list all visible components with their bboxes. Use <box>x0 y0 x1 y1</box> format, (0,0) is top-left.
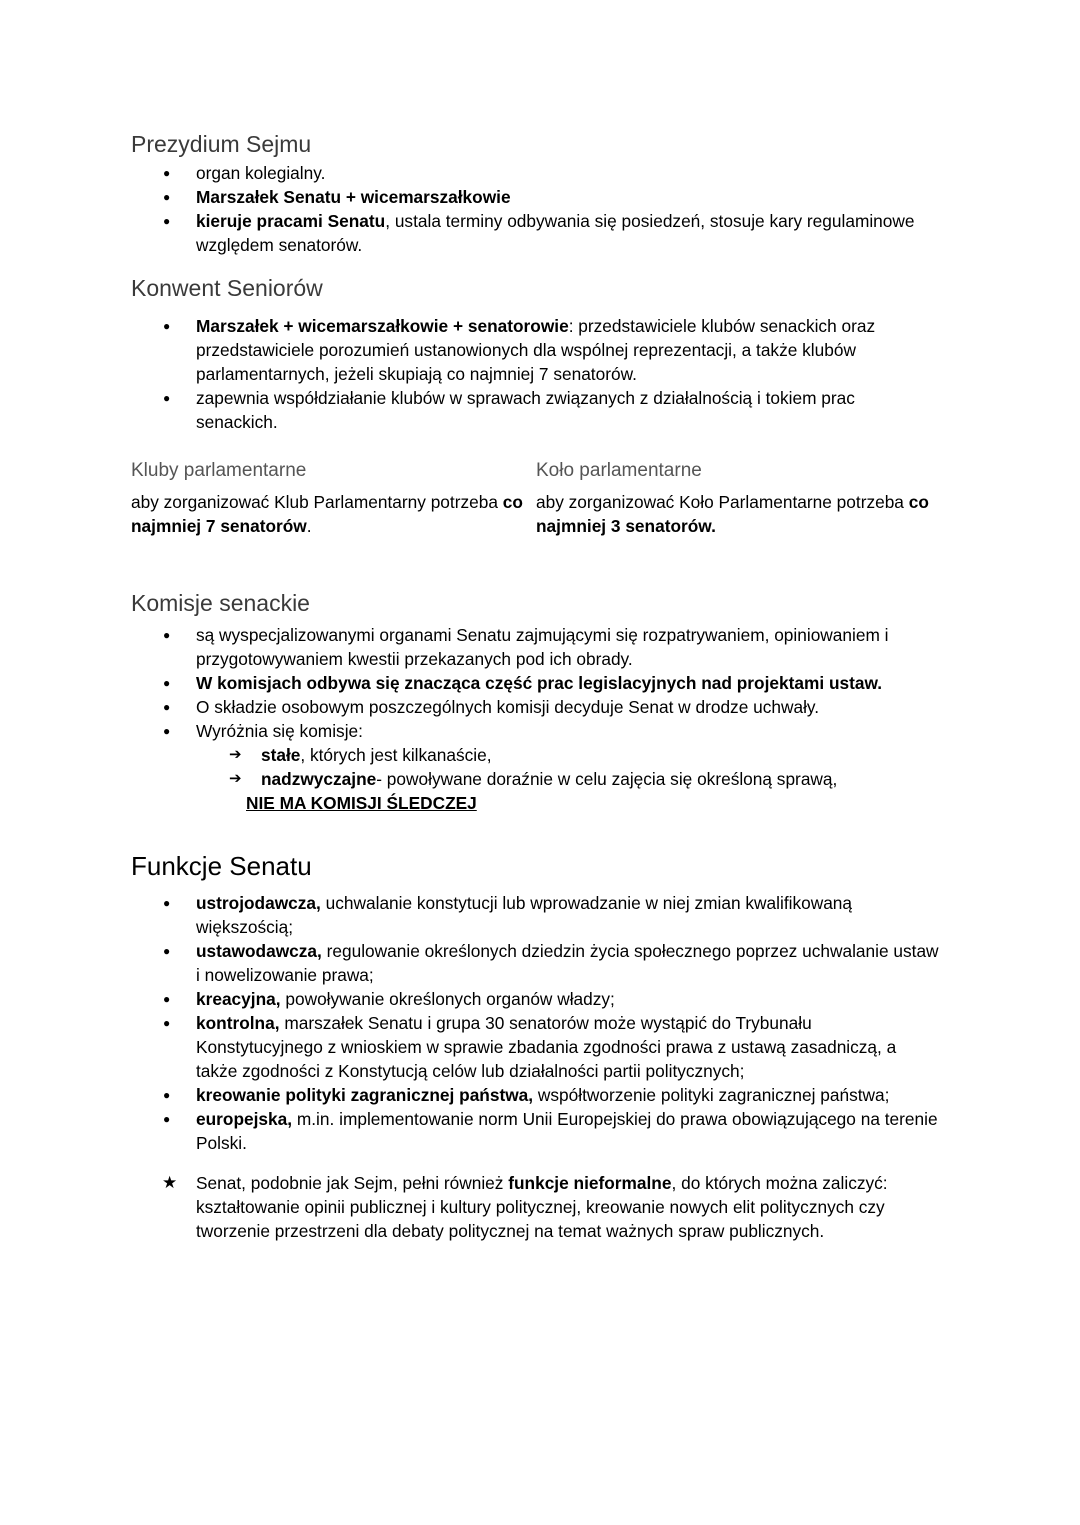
list-item: ● organ kolegialny. <box>131 161 941 185</box>
list-item: ● W komisjach odbywa się znacząca część prac legislacyjnych nad projektami ustaw. <box>131 671 941 695</box>
funkcje-list <box>131 891 941 1155</box>
list-item: ● kreowanie polityki zagranicznej państwa, współtworzenie polityki zagranicznej państwa; <box>131 1083 941 1107</box>
list-item: ● Marszałek Senatu + wicemarszałkowie <box>131 185 941 209</box>
prezydium-list <box>131 161 941 257</box>
konwent-list <box>131 314 941 434</box>
list-item: ● zapewnia współdziałanie klubów w sprawach związanych z działalnością i tokiem prac senackich. <box>131 386 941 434</box>
kluby-title: Kluby parlamentarne <box>131 460 307 481</box>
list-item: ● O składzie osobowym poszczególnych komisji decyduje Senat w drodze uchwały. <box>131 695 941 719</box>
sublist-item: ➔ nadzwyczajne- powoływane doraźnie w celu zajęcia się określoną sprawą, <box>196 767 941 791</box>
clubs-columns <box>131 458 941 538</box>
section-title-komisje: Komisje senackie <box>131 590 310 616</box>
list-item: ● kreacyjna, powoływanie określonych organów władzy; <box>131 987 941 1011</box>
star-note-list <box>131 1171 941 1243</box>
document-content <box>131 129 941 1243</box>
list-item: ● ustrojodawcza, uchwalanie konstytucji lub wprowadzanie w niej zmian kwalifikowaną większością; <box>131 891 941 939</box>
kluby-column <box>131 458 536 538</box>
list-item: ● Marszałek + wicemarszałkowie + senatorowie: przedstawiciele klubów senackich oraz przedstawiciele porozumień ustanowionych dla wspólnej reprezentacji, a także klubów parlamentarnych, jeżeli skupiają co najmniej 7 senatorów. <box>131 314 941 386</box>
kolo-column <box>536 458 941 538</box>
section-title-konwent: Konwent Seniorów <box>131 275 323 301</box>
list-item: ● kontrolna, marszałek Senatu i grupa 30 senatorów może wystąpić do Trybunału Konstytucyjnego z wnioskiem w sprawie zbadania zgodności prawa z ustawą zasadniczą, a także zgodności z Konstytucją celów lub działalności partii politycznych; <box>131 1011 941 1083</box>
star-note: ★ Senat, podobnie jak Sejm, pełni również funkcje nieformalne, do których można zaliczyć: kształtowanie opinii publicznej i kultury politycznej, kreowanie nowych elit politycznych czy tworzenie przestrzeni dla debaty politycznej na temat ważnych spraw publicznych. <box>131 1171 941 1243</box>
commission-note: NIE MA KOMISJI ŚLEDCZEJ <box>246 793 477 813</box>
section-title-funkcje: Funkcje Senatu <box>131 851 312 881</box>
komisje-sublist <box>196 743 941 791</box>
komisje-list <box>131 623 941 791</box>
kolo-text: aby zorganizować Koło Parlamentarne potrzeba co najmniej 3 senatorów. <box>536 492 929 536</box>
list-item: ● są wyspecjalizowanymi organami Senatu zajmującymi się rozpatrywaniem, opiniowaniem i przygotowywaniem kwestii przekazanych pod ich obrady. <box>131 623 941 671</box>
kolo-title: Koło parlamentarne <box>536 460 702 481</box>
list-item: ● kieruje pracami Senatu, ustala terminy odbywania się posiedzeń, stosuje kary regulaminowe względem senatorów. <box>131 209 941 257</box>
list-item: ● ustawodawcza, regulowanie określonych dziedzin życia społecznego poprzez uchwalanie ustaw i nowelizowanie prawa; <box>131 939 941 987</box>
kluby-text: aby zorganizować Klub Parlamentarny potrzeba co najmniej 7 senatorów. <box>131 492 523 536</box>
list-item: ● Wyróżnia się komisje: ➔ stałe, których jest kilkanaście, ➔ nadzwyczajne- powoływane doraźnie w celu zajęcia się określoną sprawą, <box>131 719 941 791</box>
list-item: ● europejska, m.in. implementowanie norm Unii Europejskiej do prawa obowiązującego na terenie Polski. <box>131 1107 941 1155</box>
sublist-item: ➔ stałe, których jest kilkanaście, <box>196 743 941 767</box>
section-title-prezydium: Prezydium Sejmu <box>131 131 312 157</box>
